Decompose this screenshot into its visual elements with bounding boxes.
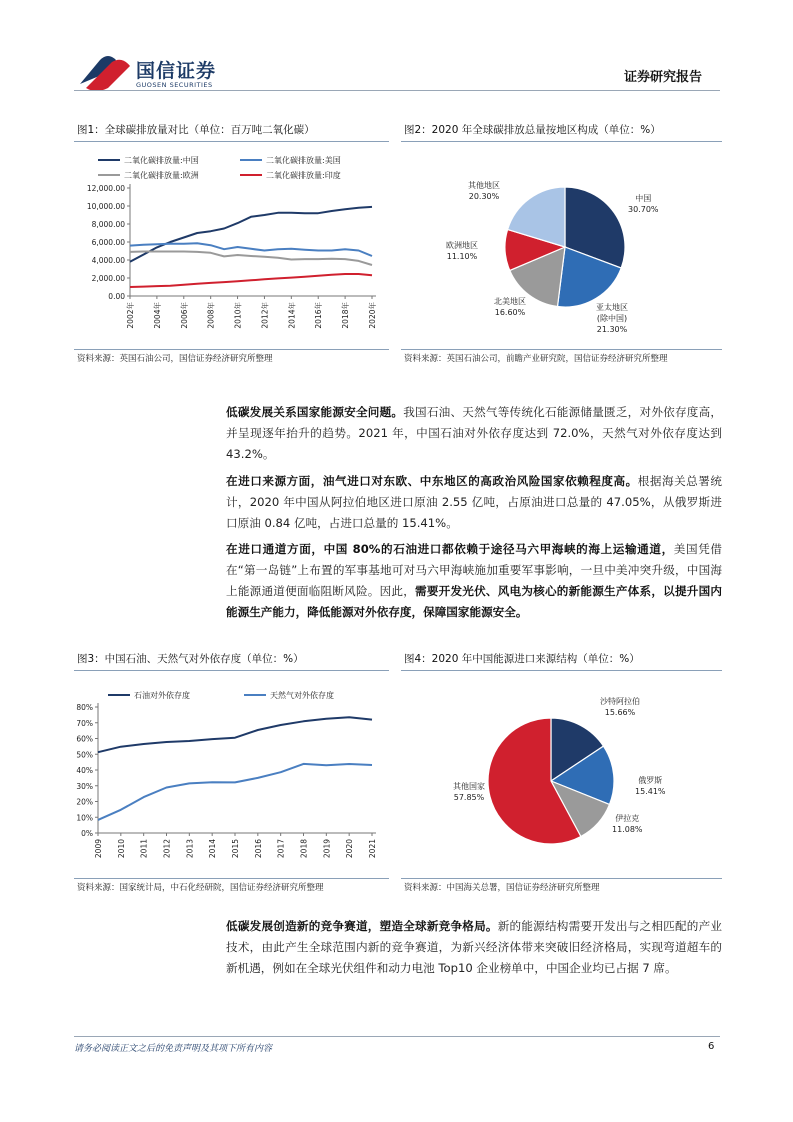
- y-tick-label: 10,000.00: [86, 202, 125, 211]
- x-tick-label: 2020年: [368, 302, 377, 329]
- fig3-line-chart: [74, 675, 389, 875]
- footer-divider: [74, 1036, 720, 1037]
- footer-disclaimer: 请务必阅读正文之后的免责声明及其项下所有内容: [74, 1044, 273, 1054]
- fig1-source-line: [74, 349, 389, 350]
- fig1-source: 资料来源：英国石油公司，国信证券经济研究所整理: [77, 354, 273, 364]
- para4-lead: 低碳发展创造新的竞争赛道，塑造全球新竞争格局。: [226, 919, 498, 933]
- x-tick-label: 2021: [368, 839, 377, 859]
- fig3-source-line: [74, 878, 389, 879]
- x-tick-label: 2019: [322, 839, 332, 859]
- fig4-label-saudi: 沙特阿拉伯 15.66%: [600, 697, 640, 717]
- x-tick-label: 2018年: [341, 302, 351, 329]
- y-tick-label: 6,000.00: [91, 238, 125, 247]
- series-line-2: [130, 252, 372, 266]
- page-number: 6: [708, 1041, 715, 1052]
- legend-label-0: 石油对外依存度: [134, 691, 190, 700]
- header-divider: [74, 90, 720, 91]
- fig4-title: 图4：2020 年中国能源进口来源结构（单位：%）: [404, 653, 640, 665]
- x-tick-label: 2010: [116, 839, 126, 859]
- fig4-label-russia: 俄罗斯 15.41%: [635, 776, 666, 796]
- y-tick-label: 40%: [76, 766, 93, 775]
- fig1-line-chart: [74, 146, 389, 346]
- paragraph-competition: [226, 916, 722, 979]
- fig4-source: 资料来源：中国海关总署，国信证券经济研究所整理: [404, 883, 600, 893]
- y-tick-label: 8,000.00: [91, 220, 125, 229]
- y-tick-label: 10%: [76, 813, 93, 823]
- x-tick-label: 2014: [208, 839, 218, 859]
- x-tick-label: 2008年: [206, 302, 216, 329]
- fig2-source: 资料来源：英国石油公司，前瞻产业研究院，国信证券经济研究所整理: [404, 354, 668, 364]
- x-tick-label: 2016年: [314, 302, 324, 329]
- x-tick-label: 2010年: [233, 302, 243, 329]
- fig2-title-line: [401, 141, 722, 142]
- series-line-0: [130, 207, 372, 262]
- legend-label-1: 二氧化碳排放量:美国: [266, 156, 341, 165]
- fig2-label-china: 中国 30.70%: [628, 194, 659, 214]
- x-tick-label: 2013: [185, 839, 195, 859]
- paragraph-import-channel: [226, 539, 722, 623]
- logo-text-en: GUOSEN SECURITIES: [136, 81, 213, 89]
- series-line-0: [98, 717, 372, 752]
- series-line-1: [130, 243, 372, 256]
- para4-body: 新的能源结构需要开发出与之相匹配的产业技术，由此产生全球范围内新的竞争赛道，为新兴经济体带来突破旧经济格局，实现弯道超车的新机遇，例如在全球光伏组件和动力电池 Top10 企业榜单中，中国企业均已占据 7 席。: [226, 919, 722, 975]
- y-tick-label: 12,000.00: [86, 184, 125, 193]
- fig2-label-asiapac: 亚太地区 (除中国) 21.30%: [596, 303, 628, 334]
- para1-body: 我国石油、天然气等传统化石能源储量匮乏，对外依存度高，并呈现逐年抬升的趋势。2021 年，中国石油对外依存度达到 72.0%，天然气对外依存度达到 43.2%。: [226, 405, 722, 461]
- y-tick-label: 2,000.00: [91, 274, 125, 283]
- fig2-label-other: 其他地区 20.30%: [468, 181, 500, 201]
- y-tick-label: 60%: [76, 734, 93, 744]
- x-tick-label: 2017: [276, 839, 286, 859]
- y-tick-label: 70%: [76, 718, 93, 728]
- x-tick-label: 2014年: [287, 302, 297, 329]
- para3-lead: 在进口通道方面，中国 80%的石油进口都依赖于途径马六甲海峡的海上运输通道，: [226, 542, 674, 556]
- fig3-title-line: [74, 670, 389, 671]
- fig4-pie-chart: [401, 675, 722, 875]
- y-tick-label: 0.00: [108, 292, 125, 301]
- y-tick-label: 50%: [76, 750, 93, 760]
- y-tick-label: 4,000.00: [91, 256, 125, 265]
- x-tick-label: 2016: [253, 839, 263, 859]
- legend-label-1: 天然气对外依存度: [270, 691, 334, 700]
- x-tick-label: 2018: [299, 839, 309, 859]
- x-tick-label: 2011: [139, 839, 149, 859]
- fig2-label-europe: 欧洲地区 11.10%: [446, 241, 478, 261]
- company-logo: [78, 54, 228, 94]
- para2-body: 根据海关总署统计，2020 年中国从阿拉伯地区进口原油 2.55 亿吨，占原油进口总量的 47.05%，从俄罗斯进口原油 0.84 亿吨，占进口总量的 15.41%。: [226, 474, 722, 530]
- y-tick-label: 0%: [81, 829, 93, 838]
- legend-label-0: 二氧化碳排放量:中国: [124, 156, 199, 165]
- series-line-1: [98, 764, 372, 820]
- logo-mark-icon: [78, 54, 134, 92]
- para2-lead: 在进口来源方面，油气进口对东欧、中东地区的高政治风险国家依赖程度高。: [226, 474, 638, 488]
- para3-body: 美国凭借在“第一岛链”上布置的军事基地可对马六甲海峡施加重要军事影响，一旦中美冲突升级，中国海上能源通道便面临阻断风险。因此，: [226, 542, 722, 598]
- paragraph-import-source: [226, 471, 722, 534]
- report-type: 证券研究报告: [624, 70, 703, 85]
- x-tick-label: 2006年: [179, 302, 189, 329]
- fig2-label-namerica: 北美地区 16.60%: [494, 297, 526, 317]
- y-tick-label: 20%: [76, 797, 93, 807]
- y-tick-label: 80%: [76, 703, 93, 712]
- legend-label-3: 二氧化碳排放量:印度: [266, 171, 341, 180]
- fig3-title: 图3：中国石油、天然气对外依存度（单位：%）: [77, 653, 304, 665]
- fig1-title: 图1：全球碳排放量对比（单位：百万吨二氧化碳）: [77, 124, 315, 136]
- para3-conclusion: 需要开发光伏、风电为核心的新能源生产体系，以提升国内能源生产能力，降低能源对外依存度，保障国家能源安全。: [226, 584, 722, 619]
- fig4-label-iraq: 伊拉克 11.08%: [612, 814, 643, 834]
- fig4-label-other: 其他国家 57.85%: [453, 782, 485, 802]
- x-tick-label: 2015: [231, 839, 240, 859]
- x-tick-label: 2012年: [260, 302, 270, 329]
- legend-label-2: 二氧化碳排放量:欧洲: [124, 171, 199, 180]
- x-tick-label: 2004年: [152, 302, 162, 329]
- x-tick-label: 2012: [162, 839, 172, 859]
- fig4-title-line: [401, 670, 722, 671]
- fig2-source-line: [401, 349, 722, 350]
- series-line-3: [130, 274, 372, 287]
- x-tick-label: 2009: [94, 839, 103, 859]
- fig2-title: 图2：2020 年全球碳排放总量按地区构成（单位：%）: [404, 124, 661, 136]
- paragraph-energy-security: [226, 402, 722, 465]
- fig1-title-line: [74, 141, 389, 142]
- para1-lead: 低碳发展关系国家能源安全问题。: [226, 405, 404, 419]
- logo-text-cn: 国信证券: [136, 60, 217, 82]
- x-tick-label: 2020: [345, 839, 355, 859]
- fig4-source-line: [401, 878, 722, 879]
- fig3-source: 资料来源：国家统计局，中石化经研院，国信证券经济研究所整理: [77, 883, 324, 893]
- x-tick-label: 2002年: [126, 302, 135, 329]
- y-tick-label: 30%: [76, 781, 93, 791]
